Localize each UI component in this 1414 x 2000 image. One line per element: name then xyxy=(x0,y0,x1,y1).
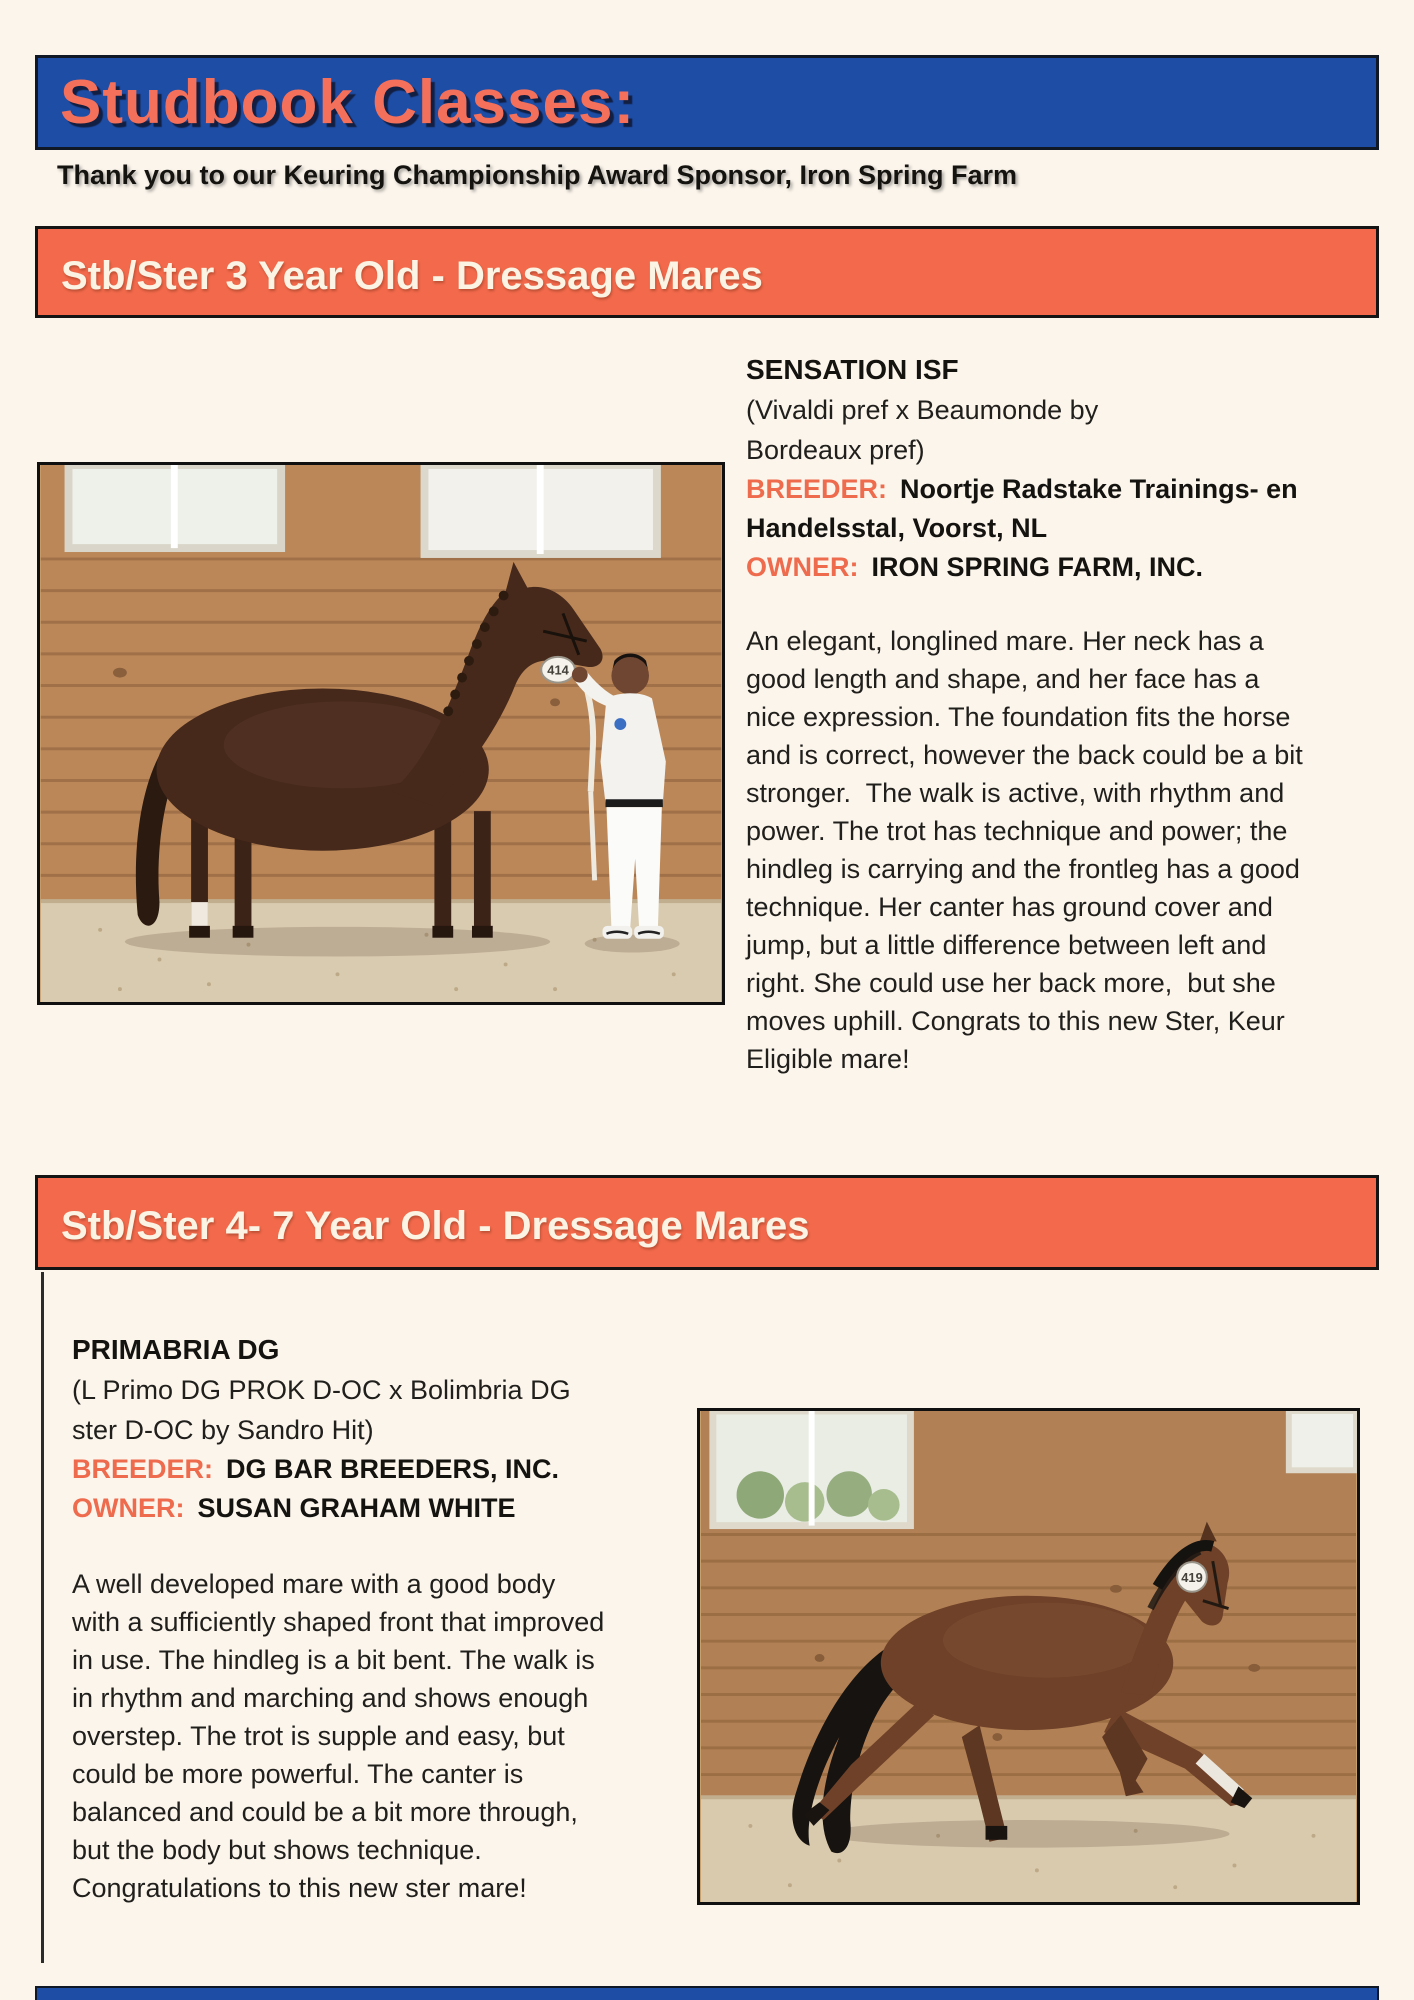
owner-value: IRON SPRING FARM, INC. xyxy=(871,552,1203,582)
pedigree-line: (L Primo DG PROK D-OC x Bolimbria DG xyxy=(72,1375,571,1405)
horse-description: A well developed mare with a good body with a sufficiently shaped front that improved in use. The hindleg is a bit bent. The walk is in rhythm and marching and shows enough overstep. The trot is supple and easy, but could be more powerful. The canter is balanced and could be a bit more through, but the body but shows technique. Congratulations to this new ster mare! xyxy=(72,1569,612,1903)
section-banner-4to7yo xyxy=(35,1175,1379,1270)
owner-label: OWNER: xyxy=(746,552,859,582)
owner-label: OWNER: xyxy=(72,1493,185,1523)
left-rule xyxy=(41,1272,44,1963)
window-right xyxy=(1289,1411,1356,1470)
owner-row xyxy=(746,548,1316,587)
pedigree-line: (Vivaldi pref x Beaumonde by xyxy=(746,395,1099,425)
polo-logo xyxy=(614,718,626,730)
number-tag-text: 414 xyxy=(547,662,569,678)
section-banner-3yo xyxy=(35,226,1379,318)
horse-name: SENSATION ISF xyxy=(746,354,959,385)
breeder-row xyxy=(72,1450,607,1489)
horse-description: An elegant, longlined mare. Her neck has a good length and shape, and her face has a nice expression. The foundation fits the horse and is correct, however the back could be a bit stronger. The walk is active, with rhythm and power. The trot has technique and power; the hindleg is carrying and the frontleg has a good technique. Her canter has ground cover and jump, but a little difference between left and right. She could use her back more, but she moves uphill. Congrats to this new Ster, Keur Eligible mare! xyxy=(746,626,1311,1074)
breeder-label: BREEDER: xyxy=(746,474,888,504)
owner-value: SUSAN GRAHAM WHITE xyxy=(197,1493,516,1523)
section-banner-label: Stb/Ster 4- 7 Year Old - Dressage Mares xyxy=(61,1204,810,1248)
handler-head xyxy=(611,657,649,695)
horse-details-sensation xyxy=(746,350,1316,1078)
breeder-value: DG BAR BREEDERS, INC. xyxy=(226,1454,560,1484)
white-sock xyxy=(191,902,208,928)
horse-details-primabria xyxy=(72,1330,612,1907)
horse-photo-sensation xyxy=(37,462,725,1005)
number-tag-text: 419 xyxy=(1181,1569,1203,1585)
header-banner xyxy=(35,55,1379,150)
breeder-label: BREEDER: xyxy=(72,1454,214,1484)
pedigree-line: ster D-OC by Sandro Hit) xyxy=(72,1415,374,1445)
horse-name: PRIMABRIA DG xyxy=(72,1334,280,1365)
horse-photo-illustration xyxy=(40,465,722,1002)
horse-photo-illustration xyxy=(700,1411,1357,1902)
section-banner-label: Stb/Ster 3 Year Old - Dressage Mares xyxy=(61,253,763,298)
page-title: Studbook Classes: xyxy=(60,68,636,137)
belt xyxy=(605,799,662,807)
handler-shadow xyxy=(585,935,680,953)
sponsor-line: Thank you to our Keuring Championship Award Sponsor, Iron Spring Farm xyxy=(57,160,1018,190)
pedigree-line: Bordeaux pref) xyxy=(746,435,925,465)
horse-shadow xyxy=(824,1820,1229,1848)
next-section-banner-edge xyxy=(35,1986,1379,2000)
owner-row xyxy=(72,1489,607,1528)
breeder-value: Noortje Radstake Trainings- en Handelsstal, Voorst, NL xyxy=(746,474,1298,543)
breeder-row xyxy=(746,470,1316,548)
horse-photo-primabria xyxy=(697,1408,1360,1905)
